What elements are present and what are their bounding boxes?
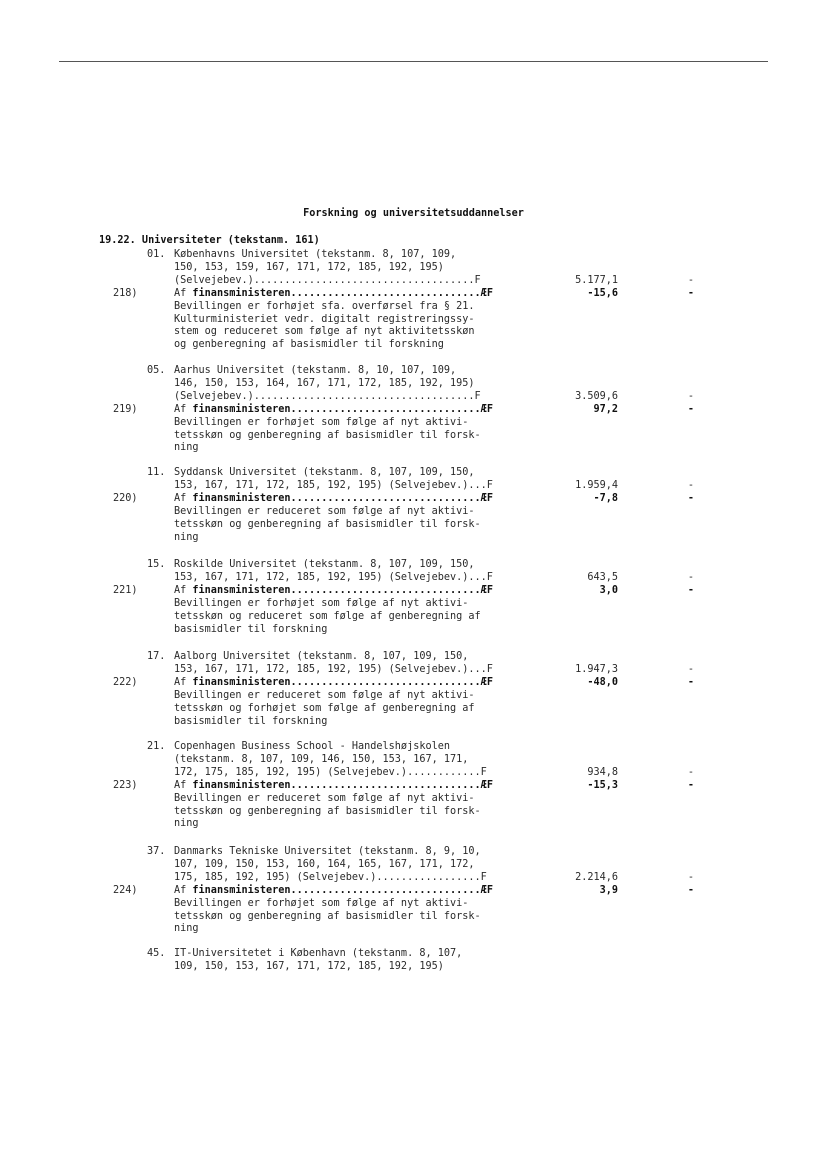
amendment-description: ning: [174, 818, 199, 830]
amendment-line: [174, 492, 493, 505]
amendment-leader: ...............................ÆF: [290, 403, 493, 415]
entry-number: 45.: [147, 948, 166, 959]
amendment-description: tetsskøn og genberegning af basismidler til forsk-: [174, 805, 481, 817]
appropriation-col2: -: [687, 663, 694, 675]
entry-title-line: (Selvejebev.)....................................F: [174, 390, 481, 402]
amendment-leader: ...............................ÆF: [290, 884, 493, 896]
entry-number: 21.: [147, 741, 166, 752]
appropriation-col2: -: [687, 571, 694, 583]
amendment-leader: ...............................ÆF: [290, 676, 493, 688]
amendment-change: 3,9: [599, 884, 618, 896]
amendment-line: [174, 287, 493, 300]
appropriation-value: 2.214,6: [575, 871, 618, 883]
entry-title-line: Aalborg Universitet (tekstanm. 8, 107, 109, 150,: [174, 651, 469, 662]
amendment-ministry: finansministeren: [192, 492, 291, 504]
entry-number: 11.: [147, 467, 166, 478]
entry-number: 37.: [147, 846, 166, 857]
entry-title-line: (tekstanm. 8, 107, 109, 146, 150, 153, 167, 171,: [174, 753, 469, 765]
entry-title-line: 146, 150, 153, 164, 167, 171, 172, 185, 192, 195): [174, 377, 475, 389]
amendment-line: [174, 584, 493, 597]
footnote-ref: 221): [113, 584, 138, 596]
entry-title-line: 150, 153, 159, 167, 171, 172, 185, 192, 195): [174, 261, 444, 273]
footnote-ref: 219): [113, 403, 138, 415]
amendment-leader: ...............................ÆF: [290, 779, 493, 791]
amendment-description: ning: [174, 531, 199, 543]
amendment-change: -48,0: [587, 676, 618, 688]
amendment-ministry: finansministeren: [192, 779, 291, 791]
entry-title-line: 172, 175, 185, 192, 195) (Selvejebev.)............F: [174, 766, 487, 778]
section-title: Forskning og universitetsuddannelser: [303, 208, 524, 219]
amendment-change: 3,0: [599, 584, 618, 596]
amendment-line: [174, 884, 493, 897]
amendment-change-col2: -: [687, 676, 694, 688]
entry-title-line: Copenhagen Business School - Handelshøjskolen: [174, 741, 451, 752]
entry-title-line: Aarhus Universitet (tekstanm. 8, 10, 107, 109,: [174, 365, 457, 376]
section-heading: 19.22. Universiteter (tekstanm. 161): [99, 235, 320, 246]
entry-title-line: 153, 167, 171, 172, 185, 192, 195) (Selvejebev.)...F: [174, 571, 493, 583]
entry-title-line: Danmarks Tekniske Universitet (tekstanm. 8, 9, 10,: [174, 846, 481, 857]
amendment-ministry: finansministeren: [192, 403, 291, 415]
footnote-ref: 220): [113, 492, 138, 504]
entry-title-line: 153, 167, 171, 172, 185, 192, 195) (Selvejebev.)...F: [174, 663, 493, 675]
header-rule: [59, 61, 768, 62]
amendment-ministry: finansministeren: [192, 884, 291, 896]
appropriation-value: 1.947,3: [575, 663, 618, 675]
amendment-prefix: Af: [174, 779, 193, 791]
amendment-change-col2: -: [687, 779, 694, 791]
appropriation-col2: -: [687, 871, 694, 883]
footnote-ref: 222): [113, 676, 138, 688]
amendment-description: basismidler til forskning: [174, 715, 328, 727]
entry-title-line: Københavns Universitet (tekstanm. 8, 107, 109,: [174, 249, 457, 260]
amendment-leader: ...............................ÆF: [290, 492, 493, 504]
amendment-prefix: Af: [174, 584, 193, 596]
amendment-line: [174, 676, 493, 689]
amendment-description: ning: [174, 442, 199, 454]
amendment-description: Bevillingen er reduceret som følge af nyt aktivi-: [174, 792, 475, 804]
amendment-prefix: Af: [174, 287, 193, 299]
entry-title-line: Syddansk Universitet (tekstanm. 8, 107, 109, 150,: [174, 467, 475, 478]
amendment-change: -15,3: [587, 779, 618, 791]
amendment-change: 97,2: [593, 403, 618, 415]
amendment-prefix: Af: [174, 676, 193, 688]
entry-number: 17.: [147, 651, 166, 662]
amendment-description: Bevillingen er forhøjet som følge af nyt aktivi-: [174, 597, 469, 609]
amendment-prefix: Af: [174, 492, 193, 504]
amendment-change-col2: -: [687, 287, 694, 299]
entry-title-line: 153, 167, 171, 172, 185, 192, 195) (Selvejebev.)...F: [174, 479, 493, 491]
appropriation-col2: -: [687, 390, 694, 402]
amendment-change-col2: -: [687, 492, 694, 504]
amendment-description: ning: [174, 923, 199, 935]
amendment-ministry: finansministeren: [192, 676, 291, 688]
entry-title-line: (Selvejebev.)....................................F: [174, 274, 481, 286]
entry-number: 15.: [147, 559, 166, 570]
amendment-description: stem og reduceret som følge af nyt aktivitetsskøn: [174, 326, 475, 338]
amendment-description: tetsskøn og genberegning af basismidler til forsk-: [174, 518, 481, 530]
entry-number: 01.: [147, 249, 166, 260]
amendment-description: Bevillingen er forhøjet som følge af nyt aktivi-: [174, 897, 469, 909]
amendment-change-col2: -: [687, 403, 694, 415]
entry-title-line: 107, 109, 150, 153, 160, 164, 165, 167, 171, 172,: [174, 858, 475, 870]
amendment-ministry: finansministeren: [192, 287, 291, 299]
amendment-prefix: Af: [174, 884, 193, 896]
amendment-description: Kulturministeriet vedr. digitalt registreringssy-: [174, 313, 475, 325]
amendment-description: tetsskøn og reduceret som følge af genberegning af: [174, 610, 481, 622]
entry-title-line: 109, 150, 153, 167, 171, 172, 185, 192, 195): [174, 960, 444, 972]
amendment-ministry: finansministeren: [192, 584, 291, 596]
amendment-description: og genberegning af basismidler til forskning: [174, 339, 444, 351]
footnote-ref: 224): [113, 884, 138, 896]
amendment-prefix: Af: [174, 403, 193, 415]
amendment-description: Bevillingen er forhøjet sfa. overførsel fra § 21.: [174, 300, 475, 312]
footnote-ref: 223): [113, 779, 138, 791]
appropriation-value: 5.177,1: [575, 274, 618, 286]
amendment-line: [174, 779, 493, 792]
amendment-leader: ...............................ÆF: [290, 584, 493, 596]
entry-title-line: Roskilde Universitet (tekstanm. 8, 107, 109, 150,: [174, 559, 475, 570]
footnote-ref: 218): [113, 287, 138, 299]
amendment-description: Bevillingen er reduceret som følge af nyt aktivi-: [174, 689, 475, 701]
appropriation-value: 934,8: [587, 766, 618, 778]
amendment-line: [174, 403, 493, 416]
appropriation-value: 643,5: [587, 571, 618, 583]
amendment-description: basismidler til forskning: [174, 623, 328, 635]
amendment-description: tetsskøn og forhøjet som følge af genberegning af: [174, 702, 475, 714]
amendment-description: Bevillingen er reduceret som følge af nyt aktivi-: [174, 505, 475, 517]
amendment-change-col2: -: [687, 584, 694, 596]
appropriation-value: 1.959,4: [575, 479, 618, 491]
amendment-change: -7,8: [593, 492, 618, 504]
entry-title-line: 175, 185, 192, 195) (Selvejebev.).................F: [174, 871, 487, 883]
entry-title-line: IT-Universitetet i København (tekstanm. 8, 107,: [174, 948, 463, 959]
appropriation-col2: -: [687, 766, 694, 778]
amendment-leader: ...............................ÆF: [290, 287, 493, 299]
appropriation-col2: -: [687, 479, 694, 491]
amendment-change: -15,6: [587, 287, 618, 299]
amendment-change-col2: -: [687, 884, 694, 896]
entry-number: 05.: [147, 365, 166, 376]
amendment-description: tetsskøn og genberegning af basismidler til forsk-: [174, 910, 481, 922]
appropriation-value: 3.509,6: [575, 390, 618, 402]
appropriation-col2: -: [687, 274, 694, 286]
amendment-description: tetsskøn og genberegning af basismidler til forsk-: [174, 429, 481, 441]
amendment-description: Bevillingen er forhøjet som følge af nyt aktivi-: [174, 416, 469, 428]
